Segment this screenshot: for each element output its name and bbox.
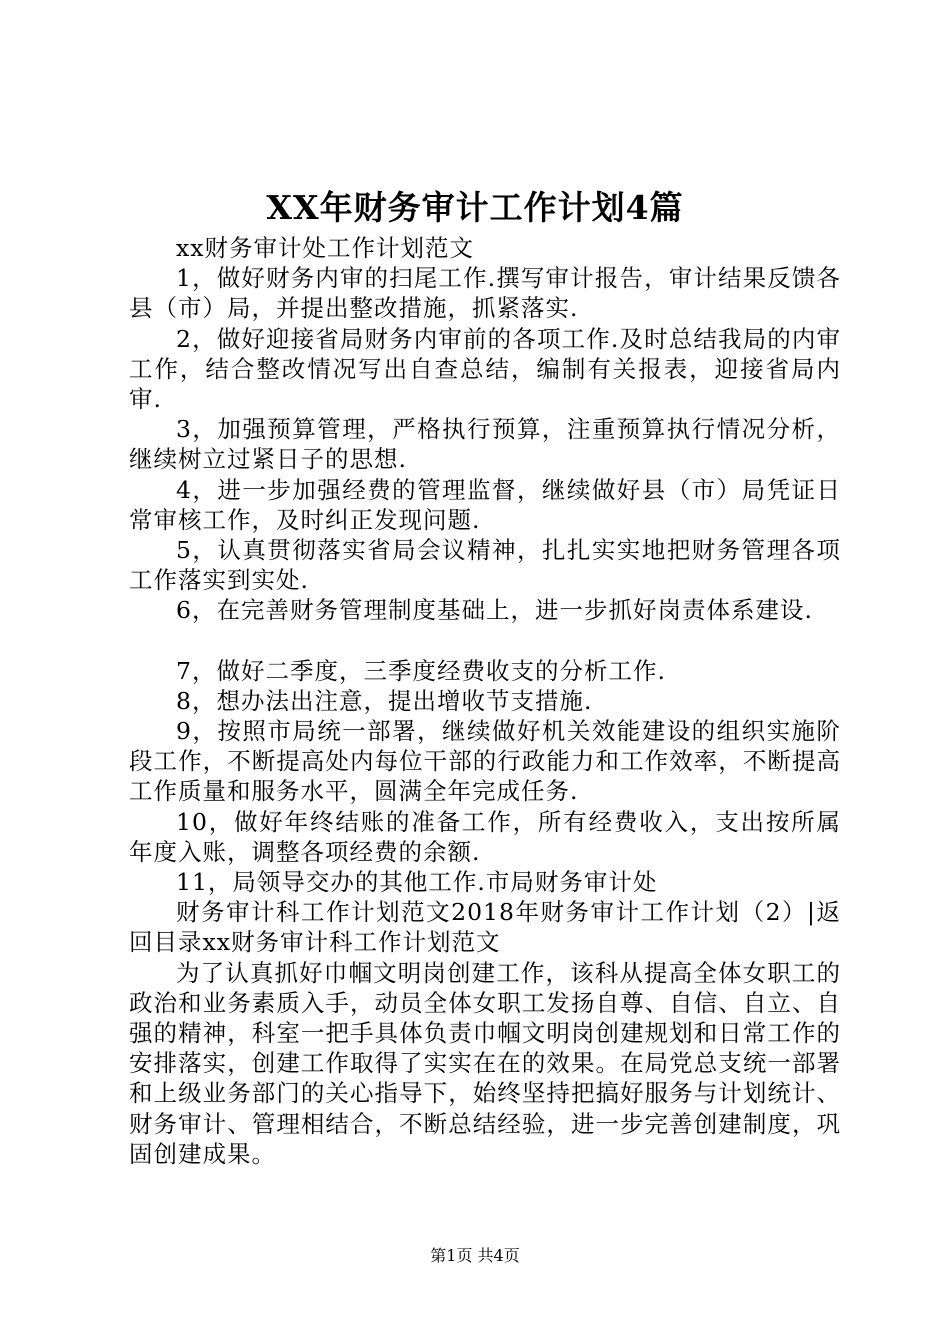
document-body: [129, 233, 841, 1169]
paragraph-item-2: 2，做好迎接省局财务内审前的各项工作.及时总结我局的内审工作，结合整改情况写出自查总结，编制有关报表，迎接省局内审.: [129, 324, 841, 414]
paragraph-section-heading: 财务审计科工作计划范文2018年财务审计工作计划（2）|返回目录xx财务审计科工作计划范文: [129, 898, 841, 957]
page-title: XX年财务审计工作计划4篇: [266, 188, 684, 227]
paragraph-item-9: 9，按照市局统一部署，继续做好机关效能建设的组织实施阶段工作，不断提高处内每位干部的行政能力和工作效率，不断提高工作质量和服务水平，圆满全年完成任务.: [129, 717, 841, 806]
paragraph-item-11: 11，局领导交办的其他工作.市局财务审计处: [176, 868, 658, 897]
paragraph-item-5: 5，认真贯彻落实省局会议精神，扎扎实实地把财务管理各项工作落实到实处.: [129, 536, 841, 595]
paragraph-item-10: 10，做好年终结账的准备工作，所有经费收入，支出按所属年度入账，调整各项经费的余额.: [129, 807, 841, 866]
paragraph-section-body: 为了认真抓好巾帼文明岗创建工作，该科从提高全体女职工的政治和业务素质入手，动员全体女职工发扬自尊、自信、自立、自强的精神，科室一把手具体负责巾帼文明岗创建规划和日常工作的安排落实，创建工作取得了实实在在的效果。在局党总支统一部署和上级业务部门的关心指导下，始终坚持把搞好服务与计划统计、财务审计、管理相结合，不断总结经验，进一步完善创建制度，巩固创建成果。: [129, 958, 841, 1168]
page-footer: 第1页 共4页: [430, 1246, 520, 1265]
paragraph-item-8: 8，想办法出注意，提出增收节支措施.: [176, 686, 593, 715]
paragraph-item-4: 4，进一步加强经费的管理监督，继续做好县（市）局凭证日常审核工作，及时纠正发现问题.: [129, 475, 841, 534]
paragraph-item-6: 6，在完善财务管理制度基础上，进一步抓好岗责体系建设.: [176, 596, 813, 625]
paragraph-item-7: 7，做好二季度，三季度经费收支的分析工作.: [176, 656, 666, 685]
paragraph-item-1: 1，做好财务内审的扫尾工作.撰写审计报告，审计结果反馈各县（市）局，并提出整改措施，抓紧落实.: [129, 264, 841, 323]
paragraph-intro: xx财务审计处工作计划范文: [176, 234, 475, 262]
paragraph-item-3: 3，加强预算管理，严格执行预算，注重预算执行情况分析，继续树立过紧日子的思想.: [129, 415, 841, 474]
